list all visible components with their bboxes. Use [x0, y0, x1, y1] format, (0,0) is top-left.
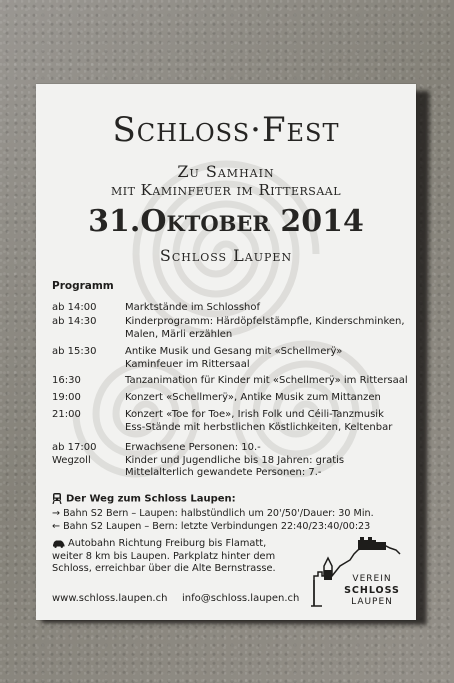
car-icon — [52, 540, 65, 548]
venue-name: Schloss Laupen — [159, 246, 293, 265]
route-heading — [52, 493, 236, 505]
car-directions — [52, 538, 302, 576]
program-desc: Tanzanimation für Kinder mit «Schellmerÿ» im Rittersaal — [125, 375, 408, 386]
program-time: 21:00 — [52, 409, 81, 420]
program-desc: Antike Musik und Gesang mit «Schellmerÿ» Kaminfeuer im Rittersaal — [125, 346, 343, 370]
route-heading-text: Der Weg zum Schloss Laupen: — [66, 493, 236, 505]
email-link[interactable]: info@schloss.laupen.ch — [182, 593, 300, 604]
program-heading: Programm — [52, 280, 114, 292]
program-desc: Erwachsene Personen: 10.- Kinder und Jugendliche bis 18 Jahren: gratis Mittelalterlich gewandete Personen: 7.- — [125, 442, 345, 478]
program-desc: Marktstände im Schlosshof — [125, 302, 261, 313]
poster — [36, 84, 416, 620]
poster-subtitle-1: Zu Samhain — [177, 162, 275, 181]
logo-line-2: SCHLOSS — [344, 585, 400, 596]
website-link[interactable]: www.schloss.laupen.ch — [52, 593, 168, 604]
train-icon — [52, 493, 62, 504]
program-desc: Konzert «Schellmerÿ», Antike Musik zum Mittanzen — [125, 392, 381, 403]
logo-line-1: VEREIN — [352, 574, 392, 584]
program-time: ab 14:30 — [52, 316, 97, 327]
route-line-outbound: → Bahn S2 Bern – Laupen: halbstündlich um 20'/50'/Dauer: 30 Min. — [52, 508, 374, 519]
program-time: ab 17:00 Wegzoll — [52, 442, 97, 466]
program-time: 19:00 — [52, 392, 81, 403]
logo-line-3: LAUPEN — [351, 597, 393, 607]
program-desc: Kinderprogramm: Härdöpfelstämpfle, Kinderschminken, Malen, Märli erzählen — [125, 316, 405, 340]
program-time: ab 14:00 — [52, 302, 97, 313]
event-date: 31.Oktober 2014 — [88, 204, 364, 239]
program-desc: Konzert «Toe for Toe», Irish Folk und Céili-Tanzmusik Ess-Stände mit herbstlichen Köstlichkeiten, Keltenbar — [125, 409, 393, 433]
car-directions-text: Autobahn Richtung Freiburg bis Flamatt, weiter 8 km bis Laupen. Parkplatz hinter dem Schloss, erreichbar über die Alte Bernstrasse. — [52, 538, 276, 574]
program-time: 16:30 — [52, 375, 81, 386]
poster-title: Schloss·Fest — [112, 110, 340, 150]
route-line-return: ← Bahn S2 Laupen – Bern: letzte Verbindungen 22:40/23:40/00:23 — [52, 521, 371, 532]
program-time: ab 15:30 — [52, 346, 97, 357]
poster-subtitle-2: mit Kaminfeuer im Rittersaal — [110, 181, 342, 199]
